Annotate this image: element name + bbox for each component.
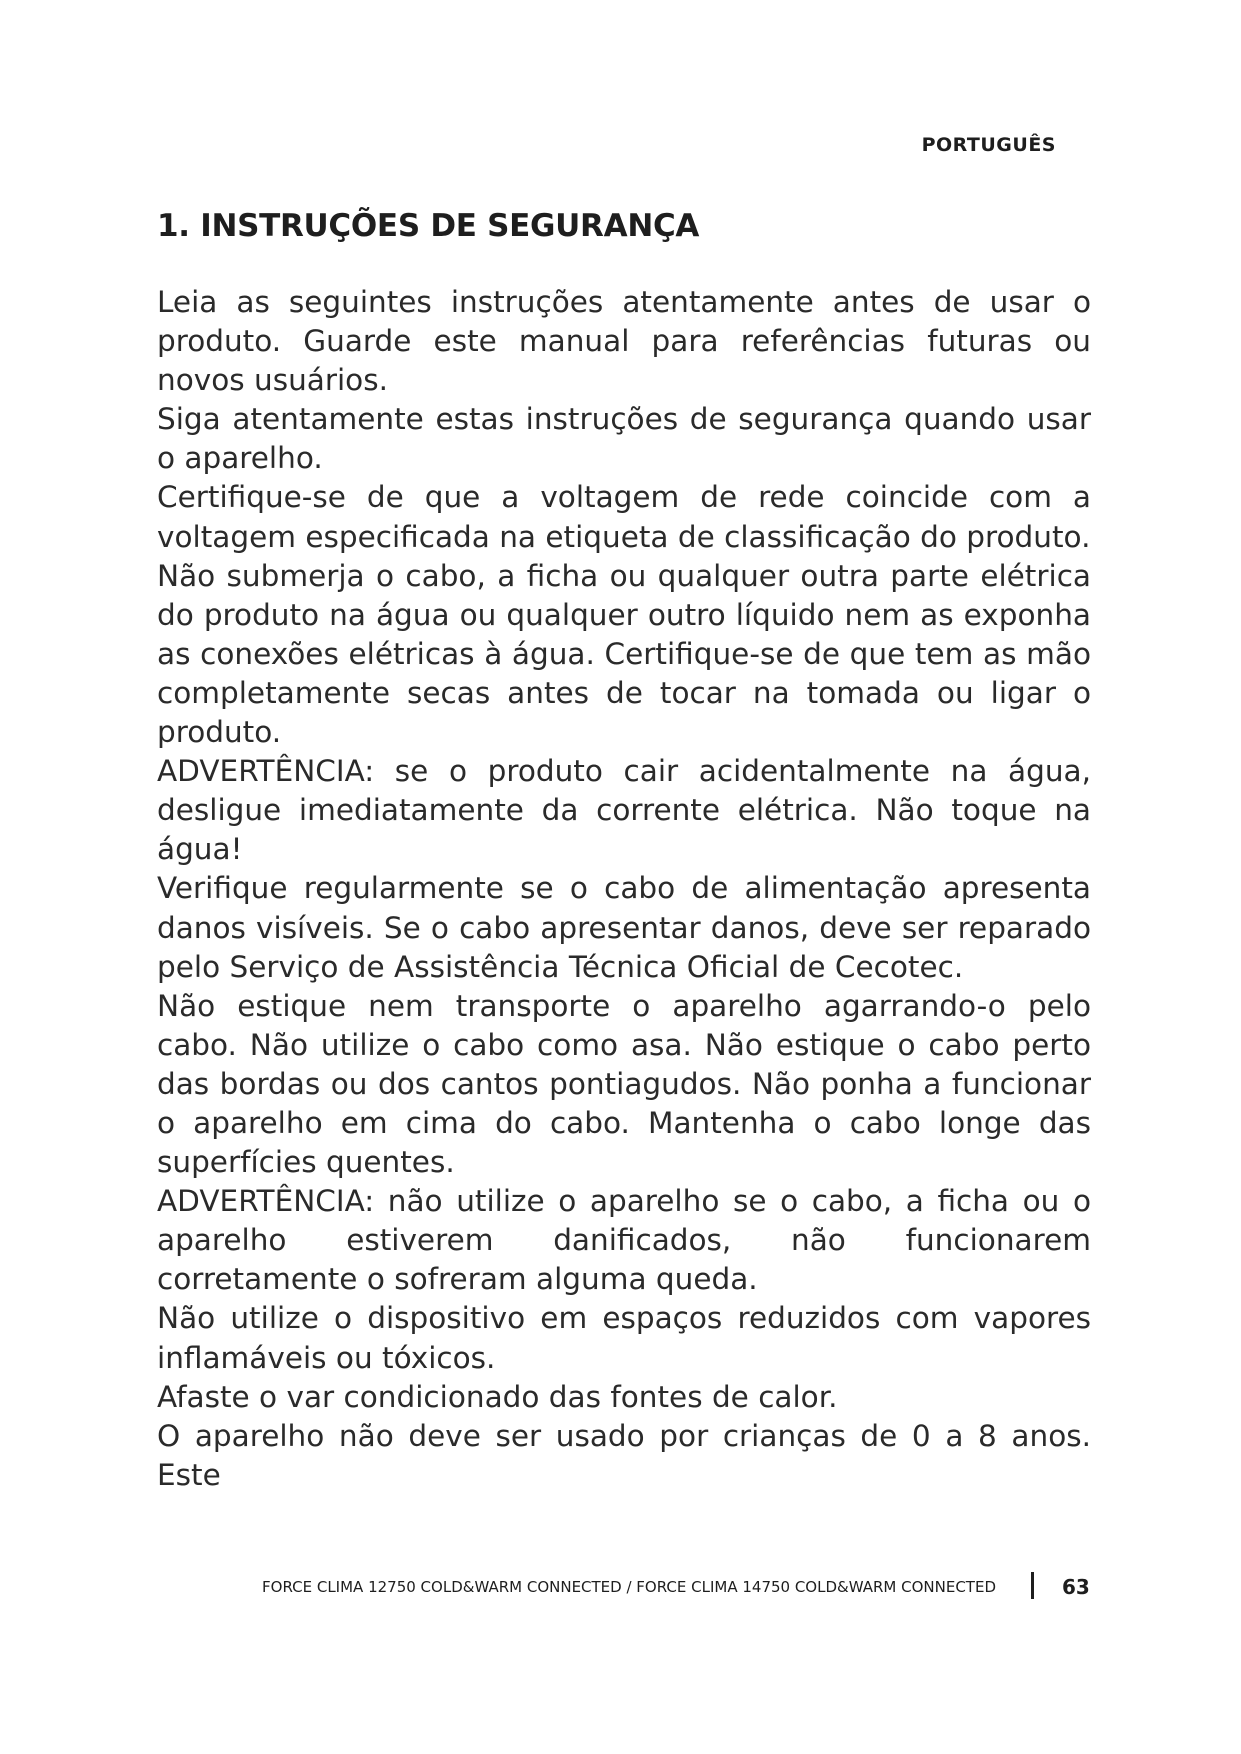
paragraph: Certifique-se de que a voltagem de rede coincide com a voltagem especificada na etiqueta de classificação do produto. (157, 480, 1091, 554)
paragraph: O aparelho não deve ser usado por crianças de 0 a 8 anos. Este (157, 1418, 1091, 1492)
page-number: 63 (1062, 1575, 1090, 1599)
paragraph: Não submerja o cabo, a ficha ou qualquer outra parte elétrica do produto na água ou qualquer outro líquido nem as exponha as conexões elétricas à água. Certifique-se de que tem as mão completamente secas antes de tocar na tomada ou ligar o produto. (157, 558, 1091, 750)
section-title: 1. INSTRUÇÕES DE SEGURANÇA (157, 208, 700, 244)
paragraph: Não utilize o dispositivo em espaços reduzidos com vapores inflamáveis ou tóxicos. (157, 1301, 1091, 1375)
paragraph: Não estique nem transporte o aparelho agarrando-o pelo cabo. Não utilize o cabo como asa. Não estique o cabo perto das bordas ou dos cantos pontiagudos. Não ponha a funcionar o aparelho em cima do cabo. Mantenha o cabo longe das superfícies quentes. (157, 988, 1091, 1180)
paragraph: Siga atentamente estas instruções de segurança quando usar o aparelho. (157, 402, 1091, 476)
footer-product-name: FORCE CLIMA 12750 COLD&WARM CONNECTED / FORCE CLIMA 14750 COLD&WARM CONNECTED (262, 1578, 996, 1596)
body-text (157, 283, 1091, 1495)
paragraph: Leia as seguintes instruções atentamente antes de usar o produto. Guarde este manual para referências futuras ou novos usuários. (157, 285, 1091, 398)
paragraph: ADVERTÊNCIA: não utilize o aparelho se o cabo, a ficha ou o aparelho estiverem danificados, não funcionarem corretamente o sofreram alguma queda. (157, 1184, 1091, 1297)
paragraph: Verifique regularmente se o cabo de alimentação apresenta danos visíveis. Se o cabo apresentar danos, deve ser reparado pelo Serviço de Assistência Técnica Oficial de Cecotec. (157, 871, 1091, 984)
language-label: PORTUGUÊS (921, 134, 1056, 156)
paragraph: ADVERTÊNCIA: se o produto cair acidentalmente na água, desligue imediatamente da corrente elétrica. Não toque na água! (157, 754, 1091, 867)
paragraph: Afaste o var condicionado das fontes de calor. (157, 1379, 838, 1414)
footer-divider (1031, 1572, 1034, 1599)
